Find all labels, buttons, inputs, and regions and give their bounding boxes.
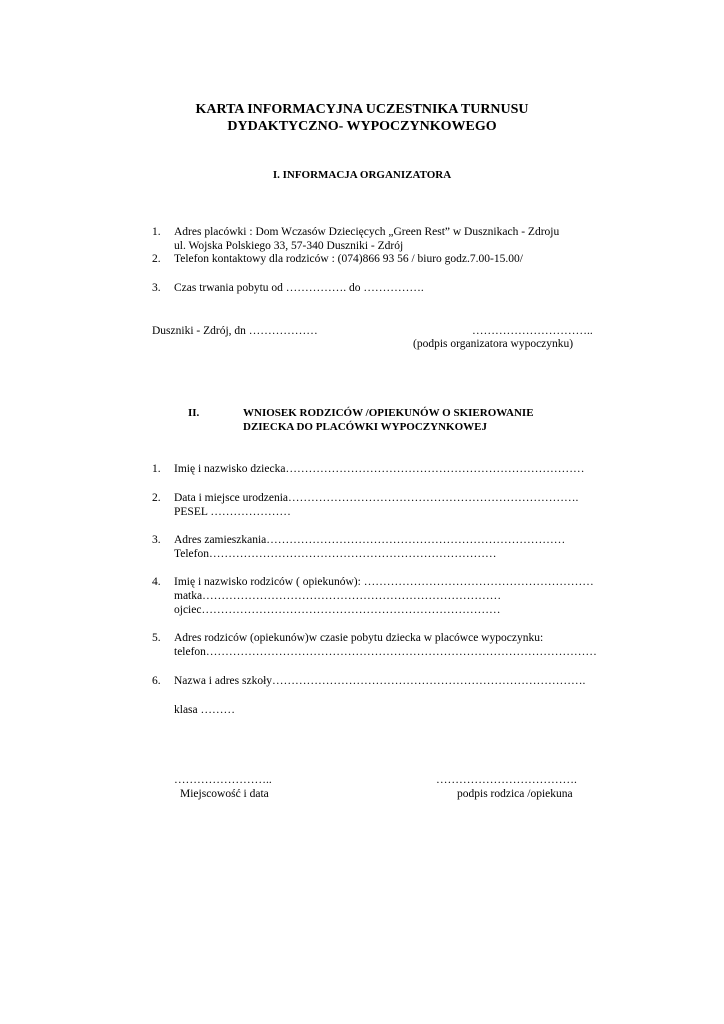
class-field: klasa ………	[174, 704, 236, 716]
s1-item2-number: 2.	[152, 253, 161, 265]
section2-number: II.	[188, 407, 200, 419]
document-title-line1: KARTA INFORMACYJNA UCZESTNIKA TURNUSU	[195, 102, 529, 117]
organizer-signature-caption: (podpis organizatora wypoczynku)	[413, 338, 574, 350]
s1-item3-number: 3.	[152, 282, 161, 294]
mother-field: matka……………………………………………………………………	[174, 590, 502, 602]
s1-item3-line1: Czas trwania pobytu od ……………. do …………….	[174, 282, 424, 294]
organizer-signature-line: …………………………..	[472, 325, 593, 337]
s2-item2-number: 2.	[152, 492, 161, 504]
s1-item2-line1: Telefon kontaktowy dla rodziców : (074)866 93 56 / biuro godz.7.00-15.00/	[174, 253, 523, 265]
father-field: ojciec……………………………………………………………………	[174, 604, 501, 616]
birth-date-place-field: Data i miejsce urodzenia………………………………………………………………….	[174, 492, 579, 504]
s1-item1-line1: Adres placówki : Dom Wczasów Dziecięcych „Green Rest” w Dusznikach - Zdroju	[174, 226, 560, 238]
school-field: Nazwa i adres szkoły……………………………………………………………………….	[174, 675, 586, 687]
parents-address-label: Adres rodziców (opiekunów)w czasie pobytu dziecka w placówce wypoczynku:	[174, 632, 544, 644]
s2-item1-number: 1.	[152, 463, 161, 475]
section1-heading: I. INFORMACJA ORGANIZATORA	[272, 169, 452, 181]
s1-item1-number: 1.	[152, 226, 161, 238]
s2-item3-number: 3.	[152, 534, 161, 546]
place-date-caption: Miejscowość i data	[180, 788, 269, 800]
parent-signature-caption: podpis rodzica /opiekuna	[457, 788, 573, 800]
parents-name-field: Imię i nazwisko rodziców ( opiekunów): ……………………………………………………	[174, 576, 594, 588]
place-date-organizer: Duszniki - Zdrój, dn ………………	[152, 325, 318, 337]
parent-signature-line: ……………………………….	[436, 774, 577, 786]
home-address-field: Adres zamieszkania……………………………………………………………………	[174, 534, 566, 546]
s2-item4-number: 4.	[152, 576, 161, 588]
pesel-field: PESEL …………………	[174, 506, 291, 518]
document-title-line2: DYDAKTYCZNO- WYPOCZYNKOWEGO	[227, 119, 497, 134]
parents-phone-field: telefon…………………………………………………………………………………………	[174, 646, 597, 658]
s1-item1-line2: ul. Wojska Polskiego 33, 57-340 Duszniki - Zdrój	[174, 240, 404, 252]
phone-field: Telefon…………………………………………………………………	[174, 548, 497, 560]
s2-item6-number: 6.	[152, 675, 161, 687]
place-date-signature-line: ……………………..	[174, 774, 272, 786]
section2-heading-line1: WNIOSEK RODZICÓW /OPIEKUNÓW O SKIEROWANIE	[243, 407, 534, 419]
child-name-field: Imię i nazwisko dziecka……………………………………………………………………	[174, 463, 585, 475]
section2-heading-line2: DZIECKA DO PLACÓWKI WYPOCZYNKOWEJ	[243, 421, 487, 433]
s2-item5-number: 5.	[152, 632, 161, 644]
